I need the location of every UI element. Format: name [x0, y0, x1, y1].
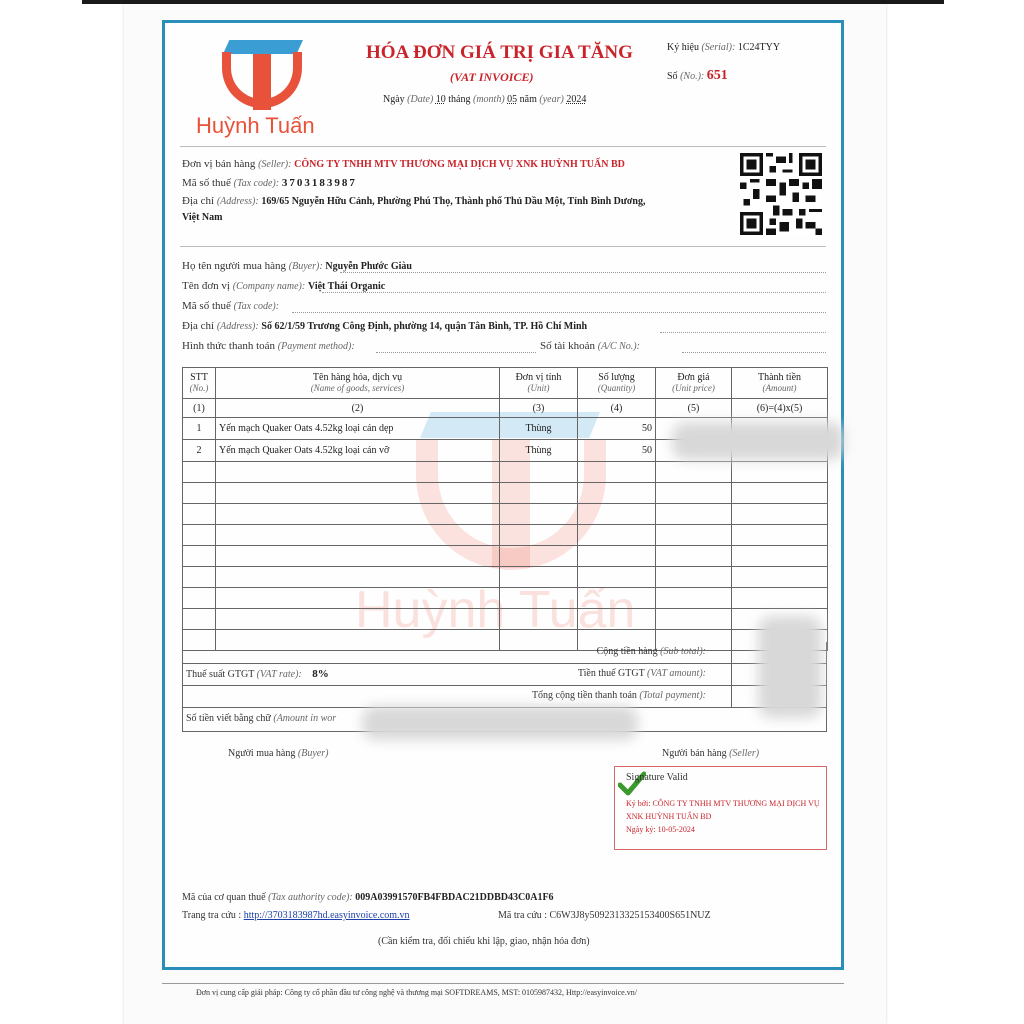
subtotal-label-line [597, 646, 706, 657]
divider-seller [180, 246, 826, 247]
seller-signature-label [662, 748, 759, 759]
vat-rate-label: Thuế suất GTGT [186, 669, 255, 680]
month-label-en: (month) [473, 94, 505, 105]
lookup-line [182, 910, 410, 921]
account-no-label: Số tài khoản [540, 340, 595, 352]
buyer-tax-dots [292, 312, 826, 313]
vat-amount-label-en: (VAT amount): [647, 668, 706, 679]
payment-method-label: Hình thức thanh toán [182, 340, 276, 352]
index-cell: (5) [656, 399, 732, 418]
footer-divider [162, 983, 844, 984]
account-no-label-en: (A/C No.): [597, 341, 640, 352]
total-row [182, 686, 827, 708]
seller-tax-code: 3703183987 [281, 177, 357, 189]
blurred-amount-words [362, 706, 638, 740]
signature-signed-by [626, 797, 821, 836]
buyer-name-dots [340, 272, 826, 273]
header-unit-vi: Đơn vị tính [515, 372, 562, 383]
number-label-en: (No.): [680, 71, 705, 82]
qr-code-icon[interactable] [740, 153, 822, 235]
header-amount-en: (Amount) [762, 383, 797, 393]
blurred-totals [758, 616, 822, 718]
buyer-company-dots [322, 292, 826, 293]
table-row-empty [183, 609, 828, 630]
sign-date-value: 10-05-2024 [657, 825, 695, 834]
item-no: 2 [183, 440, 216, 462]
logo-stem-shape [253, 54, 271, 110]
seller-address-label-en: (Address): [216, 196, 259, 207]
goods-table [182, 367, 828, 651]
vat-rate-value: 8% [312, 668, 329, 680]
header-name-en: (Name of goods, services) [310, 383, 405, 393]
amount-words-label-en: (Amount in wor [273, 713, 337, 724]
invoice-date [383, 94, 586, 105]
item-unit: Thùng [500, 440, 578, 462]
item-no: 1 [183, 418, 216, 440]
account-no-dots [682, 352, 826, 353]
header-unit [500, 368, 578, 399]
seller-address-line2: Việt Nam [182, 212, 223, 223]
signed-by-value: CÔNG TY TNHH MTV THƯƠNG MẠI DỊCH VỤ XNK HUỲNH TUẤN BD [626, 799, 820, 821]
seller-address-line1: 169/65 Nguyễn Hữu Cảnh, Phường Phú Thọ, Thành phố Thủ Dầu Một, Tỉnh Bình Dương, [261, 196, 646, 207]
subtotal-row [182, 642, 827, 664]
header-no [183, 368, 216, 399]
payment-method-dots [376, 352, 536, 353]
payment-method-line [182, 340, 355, 352]
header-no-en: (No.) [189, 383, 209, 393]
table-row-empty [183, 567, 828, 588]
buyer-signature-label [228, 748, 328, 759]
total-label-line [532, 690, 706, 701]
index-cell: (4) [578, 399, 656, 418]
buyer-company-line [182, 280, 385, 292]
header-price-vi: Đơn giá [677, 372, 710, 383]
index-cell: (1) [183, 399, 216, 418]
header-name [216, 368, 500, 399]
lookup-code-label: Mã tra cứu : [498, 910, 548, 921]
authority-label: Mã của cơ quan thuế [182, 892, 266, 903]
item-qty: 50 [578, 440, 656, 462]
seller-name: CÔNG TY TNHH MTV THƯƠNG MẠI DỊCH VỤ XNK HUỲNH TUẤN BD [294, 159, 625, 170]
seller-tax-line [182, 177, 357, 189]
buyer-company: Việt Thái Organic [307, 281, 386, 292]
subtotal-label: Cộng tiền hàng [596, 646, 658, 657]
date-label: Ngày [383, 94, 405, 105]
amount-words-label: Số tiền viết bằng chữ [186, 713, 271, 724]
serial-label: Ký hiệu [667, 42, 699, 53]
buyer-address-dots [660, 332, 826, 333]
payment-method-label-en: (Payment method): [277, 341, 355, 352]
header-qty-vi: Số lượng [598, 372, 635, 383]
signature-valid-text: Signature Valid [626, 772, 688, 783]
seller-address-line [182, 195, 645, 207]
buyer-name-label-en: (Buyer): [288, 261, 323, 272]
header-price [656, 368, 732, 399]
table-row-empty [183, 546, 828, 567]
invoice-subtitle: (VAT INVOICE) [450, 70, 534, 84]
header-unit-en: (Unit) [527, 383, 550, 393]
date-month: 05 [507, 94, 518, 105]
buyer-sign-label-en: (Buyer) [297, 748, 329, 759]
divider-header [180, 146, 826, 147]
date-year: 2024 [566, 94, 587, 105]
vat-row [182, 664, 827, 686]
authority-label-en: (Tax authority code): [268, 892, 353, 903]
table-row-empty [183, 588, 828, 609]
serial-value: 1C24TYY [737, 42, 781, 53]
vat-rate-label-en: (VAT rate): [256, 669, 302, 680]
lookup-label: Trang tra cứu : [182, 910, 242, 921]
buyer-name-label: Họ tên người mua hàng [182, 260, 287, 272]
buyer-name-line [182, 260, 412, 272]
buyer-tax-label-en: (Tax code): [233, 301, 280, 312]
seller-name-label: Đơn vị bán hàng [182, 158, 256, 170]
table-row-empty [183, 525, 828, 546]
item-qty: 50 [578, 418, 656, 440]
number-line [667, 68, 728, 84]
authority-code: 009A03991570FB4FBDAC21DDBD43C0A1F6 [355, 892, 554, 903]
vat-amount-line [578, 668, 706, 679]
index-cell: (6)=(4)x(5) [732, 399, 828, 418]
header-name-vi: Tên hàng hóa, dịch vụ [312, 372, 403, 383]
table-row-empty [183, 462, 828, 483]
header-amount-vi: Thành tiền [757, 372, 802, 383]
table-index-row [183, 399, 828, 418]
serial-line [667, 42, 780, 53]
year-label: năm [519, 94, 537, 105]
header-amount [732, 368, 828, 399]
buyer-tax-line [182, 300, 279, 312]
buyer-name: Nguyễn Phước Giàu [325, 261, 412, 272]
subtotal-label-en: (Sub total): [660, 646, 706, 657]
month-label: tháng [448, 94, 471, 105]
year-label-en: (year) [539, 94, 564, 105]
amount-words-line [186, 713, 336, 724]
signed-by-label: Ký bởi: [626, 799, 651, 808]
lookup-code-value: C6W3J8y5092313325153400S651NUZ [549, 910, 711, 921]
buyer-sign-label: Người mua hàng [228, 748, 296, 759]
seller-name-label-en: (Seller): [258, 159, 292, 170]
seller-sign-label-en: (Seller) [729, 748, 760, 759]
table-row-empty [183, 483, 828, 504]
serial-label-en: (Serial): [701, 42, 736, 53]
buyer-address: Số 62/1/59 Trương Công Định, phường 14, quận Tân Bình, TP. Hồ Chí Minh [261, 321, 588, 332]
account-no-line [540, 340, 640, 352]
table-row-empty [183, 504, 828, 525]
buyer-company-label: Tên đơn vị [182, 280, 230, 292]
seller-tax-label: Mã số thuế [182, 177, 231, 189]
logo-text: Huỳnh Tuấn [196, 113, 315, 138]
total-label-en: (Total payment): [639, 690, 706, 701]
header-price-en: (Unit price) [672, 383, 715, 393]
lookup-link[interactable]: http://3703183987hd.easyinvoice.com.vn [243, 910, 410, 921]
buyer-address-label-en: (Address): [216, 321, 259, 332]
item-name: Yến mạch Quaker Oats 4.52kg loại cán vỡ [216, 440, 500, 462]
header-qty [578, 368, 656, 399]
buyer-tax-label: Mã số thuế [182, 300, 231, 312]
tax-authority-line [182, 892, 554, 903]
buyer-address-label: Địa chỉ [182, 320, 215, 332]
lookup-code-line [498, 910, 711, 921]
seller-tax-label-en: (Tax code): [233, 178, 280, 189]
item-name: Yến mạch Quaker Oats 4.52kg loại cán dẹp [216, 418, 500, 440]
vat-rate-line [186, 668, 329, 680]
table-header-row [183, 368, 828, 399]
blurred-prices [672, 422, 844, 460]
buyer-company-label-en: (Company name): [232, 281, 306, 292]
seller-sign-label: Người bán hàng [662, 748, 727, 759]
seller-name-line [182, 158, 625, 170]
date-label-en: (Date) [407, 94, 434, 105]
number-label: Số [667, 71, 678, 82]
sign-date-label: Ngày ký: [626, 825, 656, 834]
header-qty-en: (Quantity) [597, 383, 636, 393]
header-no-vi: STT [190, 372, 208, 383]
item-unit: Thùng [500, 418, 578, 440]
number-value: 651 [706, 68, 728, 83]
vat-amount-label: Tiền thuế GTGT [577, 668, 645, 679]
provider-text: Đơn vị cung cấp giải pháp: Công ty cổ phần đầu tư công nghệ và thương mại SOFTDREAMS, MST: 0105987432, Http://easyinvoice.vn/ [196, 988, 637, 997]
invoice-title: HÓA ĐƠN GIÁ TRỊ GIA TĂNG [366, 42, 633, 63]
index-cell: (2) [216, 399, 500, 418]
seller-address-label: Địa chỉ [182, 195, 215, 207]
index-cell: (3) [500, 399, 578, 418]
total-label: Tổng cộng tiền thanh toán [531, 690, 637, 701]
check-note: (Cần kiểm tra, đối chiếu khi lập, giao, nhận hóa đơn) [378, 936, 590, 947]
buyer-address-line [182, 320, 587, 332]
date-day: 10 [435, 94, 446, 105]
